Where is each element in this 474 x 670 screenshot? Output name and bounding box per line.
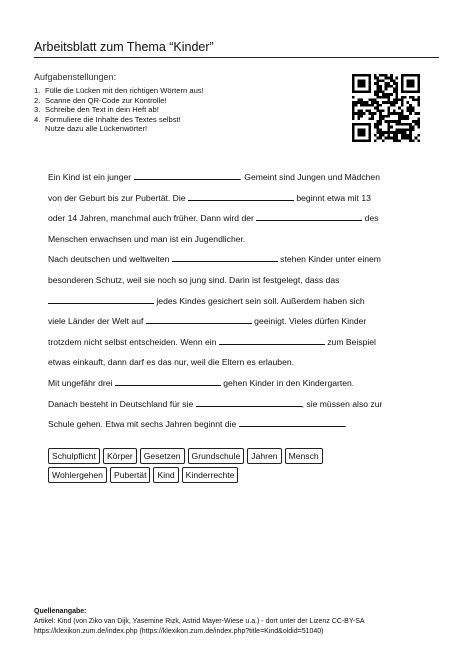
text-line (48, 270, 426, 291)
task-text: Fülle die Lücken mit den richtigen Wörtern aus! (45, 86, 204, 95)
sources-heading: Quellenangabe: (34, 608, 87, 615)
task-number: 4. (34, 114, 41, 124)
blank-gap (219, 335, 325, 345)
text-segment: stehen Kinder unter einem (280, 254, 381, 265)
task-item (34, 105, 204, 115)
blank-gap (256, 211, 362, 221)
text-segment: Menschen erwachsen und man ist ein Jugendlicher. (48, 233, 246, 244)
text-segment: Ein Kind ist ein junger (48, 172, 132, 182)
task-text: Nutze dazu alle Lückenwörter! (45, 124, 148, 134)
text-segment: , sie müssen also zur (301, 398, 383, 409)
text-segment: Mit ungefähr drei (48, 377, 113, 388)
blank-gap (188, 191, 294, 201)
task-number: 1. (34, 86, 41, 95)
blank-gap (146, 314, 252, 324)
blank-gap (172, 252, 278, 262)
task-item (34, 115, 204, 125)
word-bank-row (48, 467, 428, 483)
text-segment: des (364, 213, 379, 224)
text-segment: viele Länder der Welt auf (48, 316, 144, 327)
cloze-text (48, 167, 426, 435)
text-segment: . (344, 419, 348, 430)
text-segment: Schule gehen. Etwa mit sechs Jahren beginnt die (48, 419, 237, 430)
text-line (48, 291, 426, 312)
task-text: Scanne den QR-Code zur Kontrolle! (45, 95, 167, 105)
source-link[interactable]: https://klexikon.zum.de/index.php (https://klexikon.zum.de/index.php?title=Kind&oldid=51040) (34, 628, 324, 635)
qr-code-icon (352, 74, 420, 142)
text-line (48, 414, 426, 435)
text-segment: Danach besteht in Deutschland für sie (48, 398, 194, 409)
text-segment: . Gemeint sind Jungen und Mädchen (239, 172, 380, 182)
source-article: Artikel: Kind (von Ziko van Dijk, Yasemine Rizk, Astrid Mayer-Wiese u.a.) - dort unter der Lizenz CC-BY-SA (34, 618, 365, 625)
blank-gap (48, 294, 154, 304)
task-text: Formuliere die Inhalte des Textes selbst! (45, 114, 181, 124)
text-segment: gehen Kinder in den Kindergarten. (223, 377, 355, 388)
word-card[interactable]: Wohlergehen (48, 467, 107, 483)
text-segment: besonderen Schutz, weil sie noch so jung sind. Darin ist festgelegt, dass das (48, 274, 340, 285)
word-card[interactable]: Mensch (285, 448, 323, 464)
task-list (34, 86, 204, 134)
blank-gap (239, 417, 348, 430)
blank-gap (134, 170, 240, 180)
task-number: 3. (34, 105, 41, 115)
blank-gap (115, 376, 221, 386)
text-segment: etwas einkauft, dann darf es das nur, weil die Eltern es erlauben. (48, 357, 295, 368)
word-card[interactable]: Gesetzen (140, 448, 185, 464)
tasks-heading: Aufgabenstellungen: (34, 72, 117, 82)
worksheet-title: Arbeitsblatt zum Thema “Kinder” (34, 40, 439, 58)
task-number (34, 124, 45, 134)
text-line (48, 332, 426, 353)
sources (34, 607, 454, 637)
word-card[interactable]: Körper (103, 448, 137, 464)
task-number: 2. (34, 95, 41, 105)
text-line (48, 352, 426, 373)
text-segment: zum Beispiel (327, 336, 376, 347)
text-line (48, 249, 426, 270)
text-line (48, 311, 426, 332)
task-item (34, 124, 204, 134)
word-card[interactable]: Kinderrechte (182, 467, 239, 483)
text-line (48, 373, 426, 394)
word-card[interactable]: Jahren (247, 448, 281, 464)
word-bank-row (48, 448, 428, 464)
text-segment: oder 14 Jahren, manchmal auch früher. Dann wird der (48, 213, 254, 224)
task-item (34, 86, 204, 96)
word-bank (48, 448, 428, 486)
text-segment: von der Geburt bis zur Pubertät. Die (48, 192, 186, 203)
text-segment: jedes Kindes gesichert sein soll. Außerdem haben sich (156, 295, 365, 306)
blank-gap (196, 397, 302, 407)
text-segment: geeinigt. Vieles dürfen Kinder (254, 316, 367, 327)
text-segment: trotzdem nicht selbst entscheiden. Wenn ein (48, 336, 217, 347)
word-card[interactable]: Kind (153, 467, 178, 483)
task-item (34, 96, 204, 106)
text-segment: Nach deutschen und weltweiten (48, 254, 170, 265)
word-card[interactable]: Grundschule (188, 448, 245, 464)
text-line (48, 188, 426, 209)
text-line (48, 167, 426, 188)
text-segment: beginnt etwa mit 13 (296, 192, 371, 203)
text-line (48, 229, 426, 250)
task-text: Schreibe den Text in dein Heft ab! (45, 105, 159, 115)
word-card[interactable]: Pubertät (110, 467, 151, 483)
word-card[interactable]: Schulpflicht (48, 448, 100, 464)
text-line (48, 208, 426, 229)
text-line (48, 394, 426, 415)
